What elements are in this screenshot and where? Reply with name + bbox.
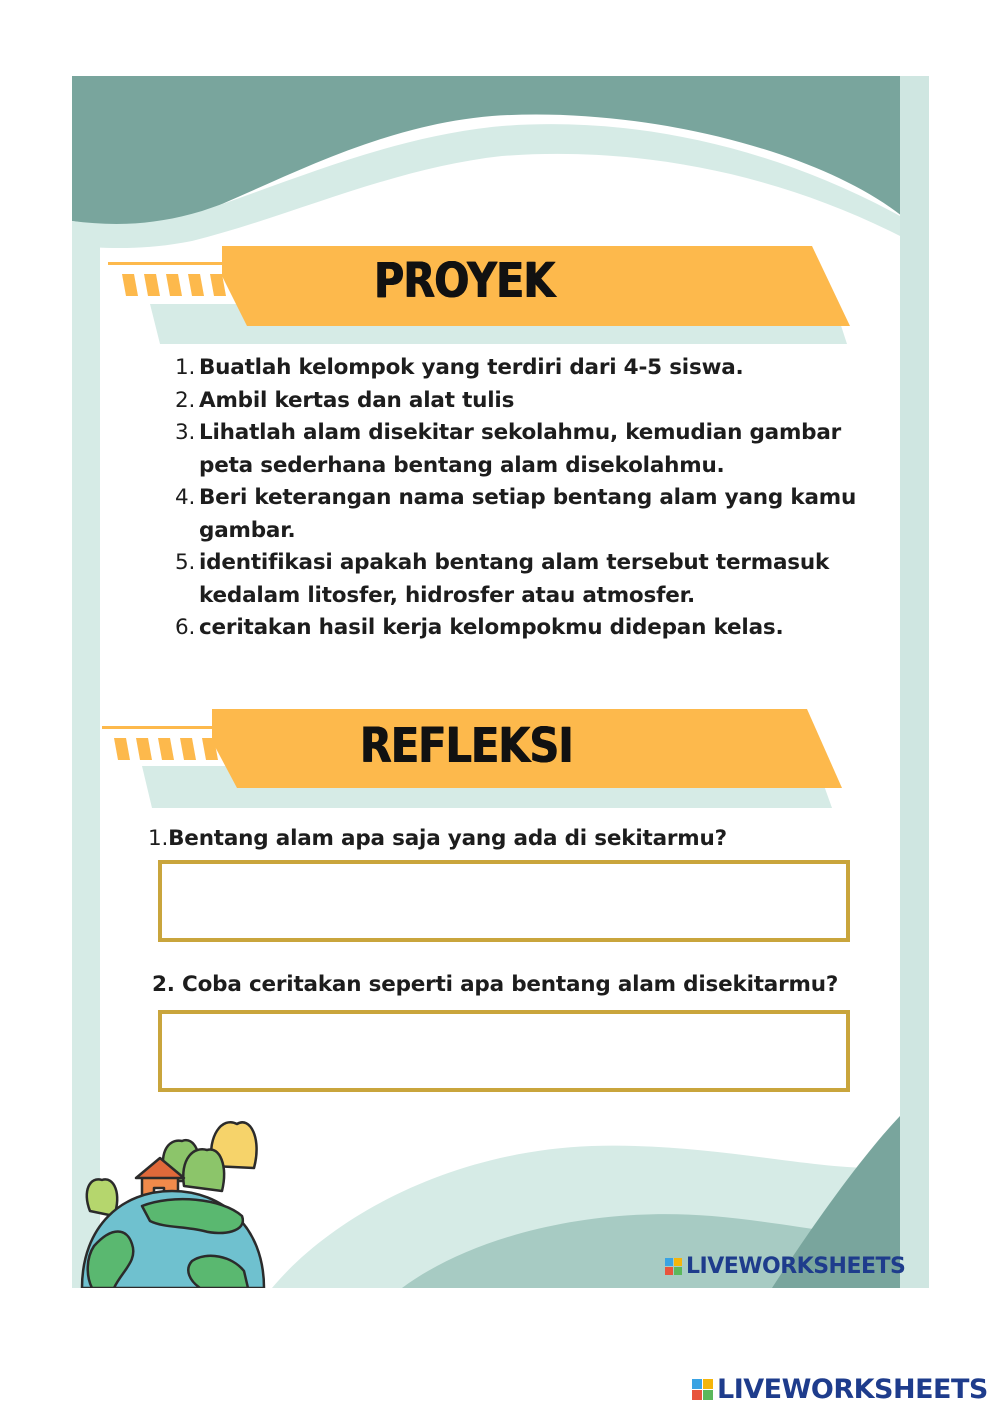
step-text: ceritakan hasil kerja kelompokmu didepan kelas. — [199, 615, 784, 640]
proyek-steps-list — [175, 352, 865, 645]
step-number: 2. — [175, 387, 196, 413]
answer-box-2[interactable] — [158, 1010, 850, 1092]
question-number: 1. — [148, 826, 169, 851]
proyek-title: PROYEK — [374, 253, 555, 309]
left-mint-strip — [72, 246, 100, 1288]
step-number: 4. — [175, 485, 196, 510]
step-text: Buatlah kelompok yang terdiri dari 4-5 siswa. — [199, 355, 744, 380]
right-teal-strip — [900, 76, 929, 1288]
proyek-step — [175, 352, 865, 385]
step-number: 5. — [175, 550, 196, 575]
answer-box-1[interactable] — [158, 860, 850, 942]
worksheet-page — [72, 76, 929, 1288]
step-text: Ambil kertas dan alat tulis — [199, 387, 515, 413]
proyek-step — [175, 547, 865, 612]
liveworksheets-logo-icon — [692, 1379, 713, 1400]
earth-with-house-and-trees-icon — [82, 1122, 264, 1288]
proyek-stripes — [122, 274, 226, 296]
step-number: 1. — [175, 355, 196, 380]
proyek-banner-line — [108, 262, 368, 265]
sheet-brand — [665, 1254, 905, 1279]
brand-name: LIVEWORKSHEETS — [717, 1374, 988, 1405]
refleksi-question-2 — [152, 970, 872, 1000]
step-number: 6. — [175, 615, 196, 640]
refleksi-stripes — [114, 738, 218, 760]
liveworksheets-logo-icon — [665, 1258, 682, 1275]
step-text: identifikasi apakah bentang alam tersebut termasuk kedalam litosfer, hidrosfer atau atmosfer. — [199, 550, 830, 608]
refleksi-banner-line — [102, 726, 360, 729]
brand-name: LIVEWORKSHEETS — [686, 1254, 906, 1279]
proyek-step — [175, 385, 865, 418]
proyek-step — [175, 417, 865, 482]
step-number: 3. — [175, 420, 196, 445]
question-text: 2. Coba ceritakan seperti apa bentang alam disekitarmu? — [152, 972, 839, 997]
question-text: Bentang alam apa saja yang ada di sekitarmu? — [168, 826, 727, 851]
step-text: Beri keterangan nama setiap bentang alam yang kamu gambar. — [199, 485, 857, 543]
refleksi-title: REFLEKSI — [360, 718, 573, 774]
footer-brand[interactable] — [692, 1374, 988, 1405]
proyek-step — [175, 612, 865, 645]
proyek-step — [175, 482, 865, 547]
refleksi-question-1 — [148, 824, 848, 854]
step-text: Lihatlah alam disekitar sekolahmu, kemudian gambar peta sederhana bentang alam disekolahmu. — [199, 420, 842, 478]
